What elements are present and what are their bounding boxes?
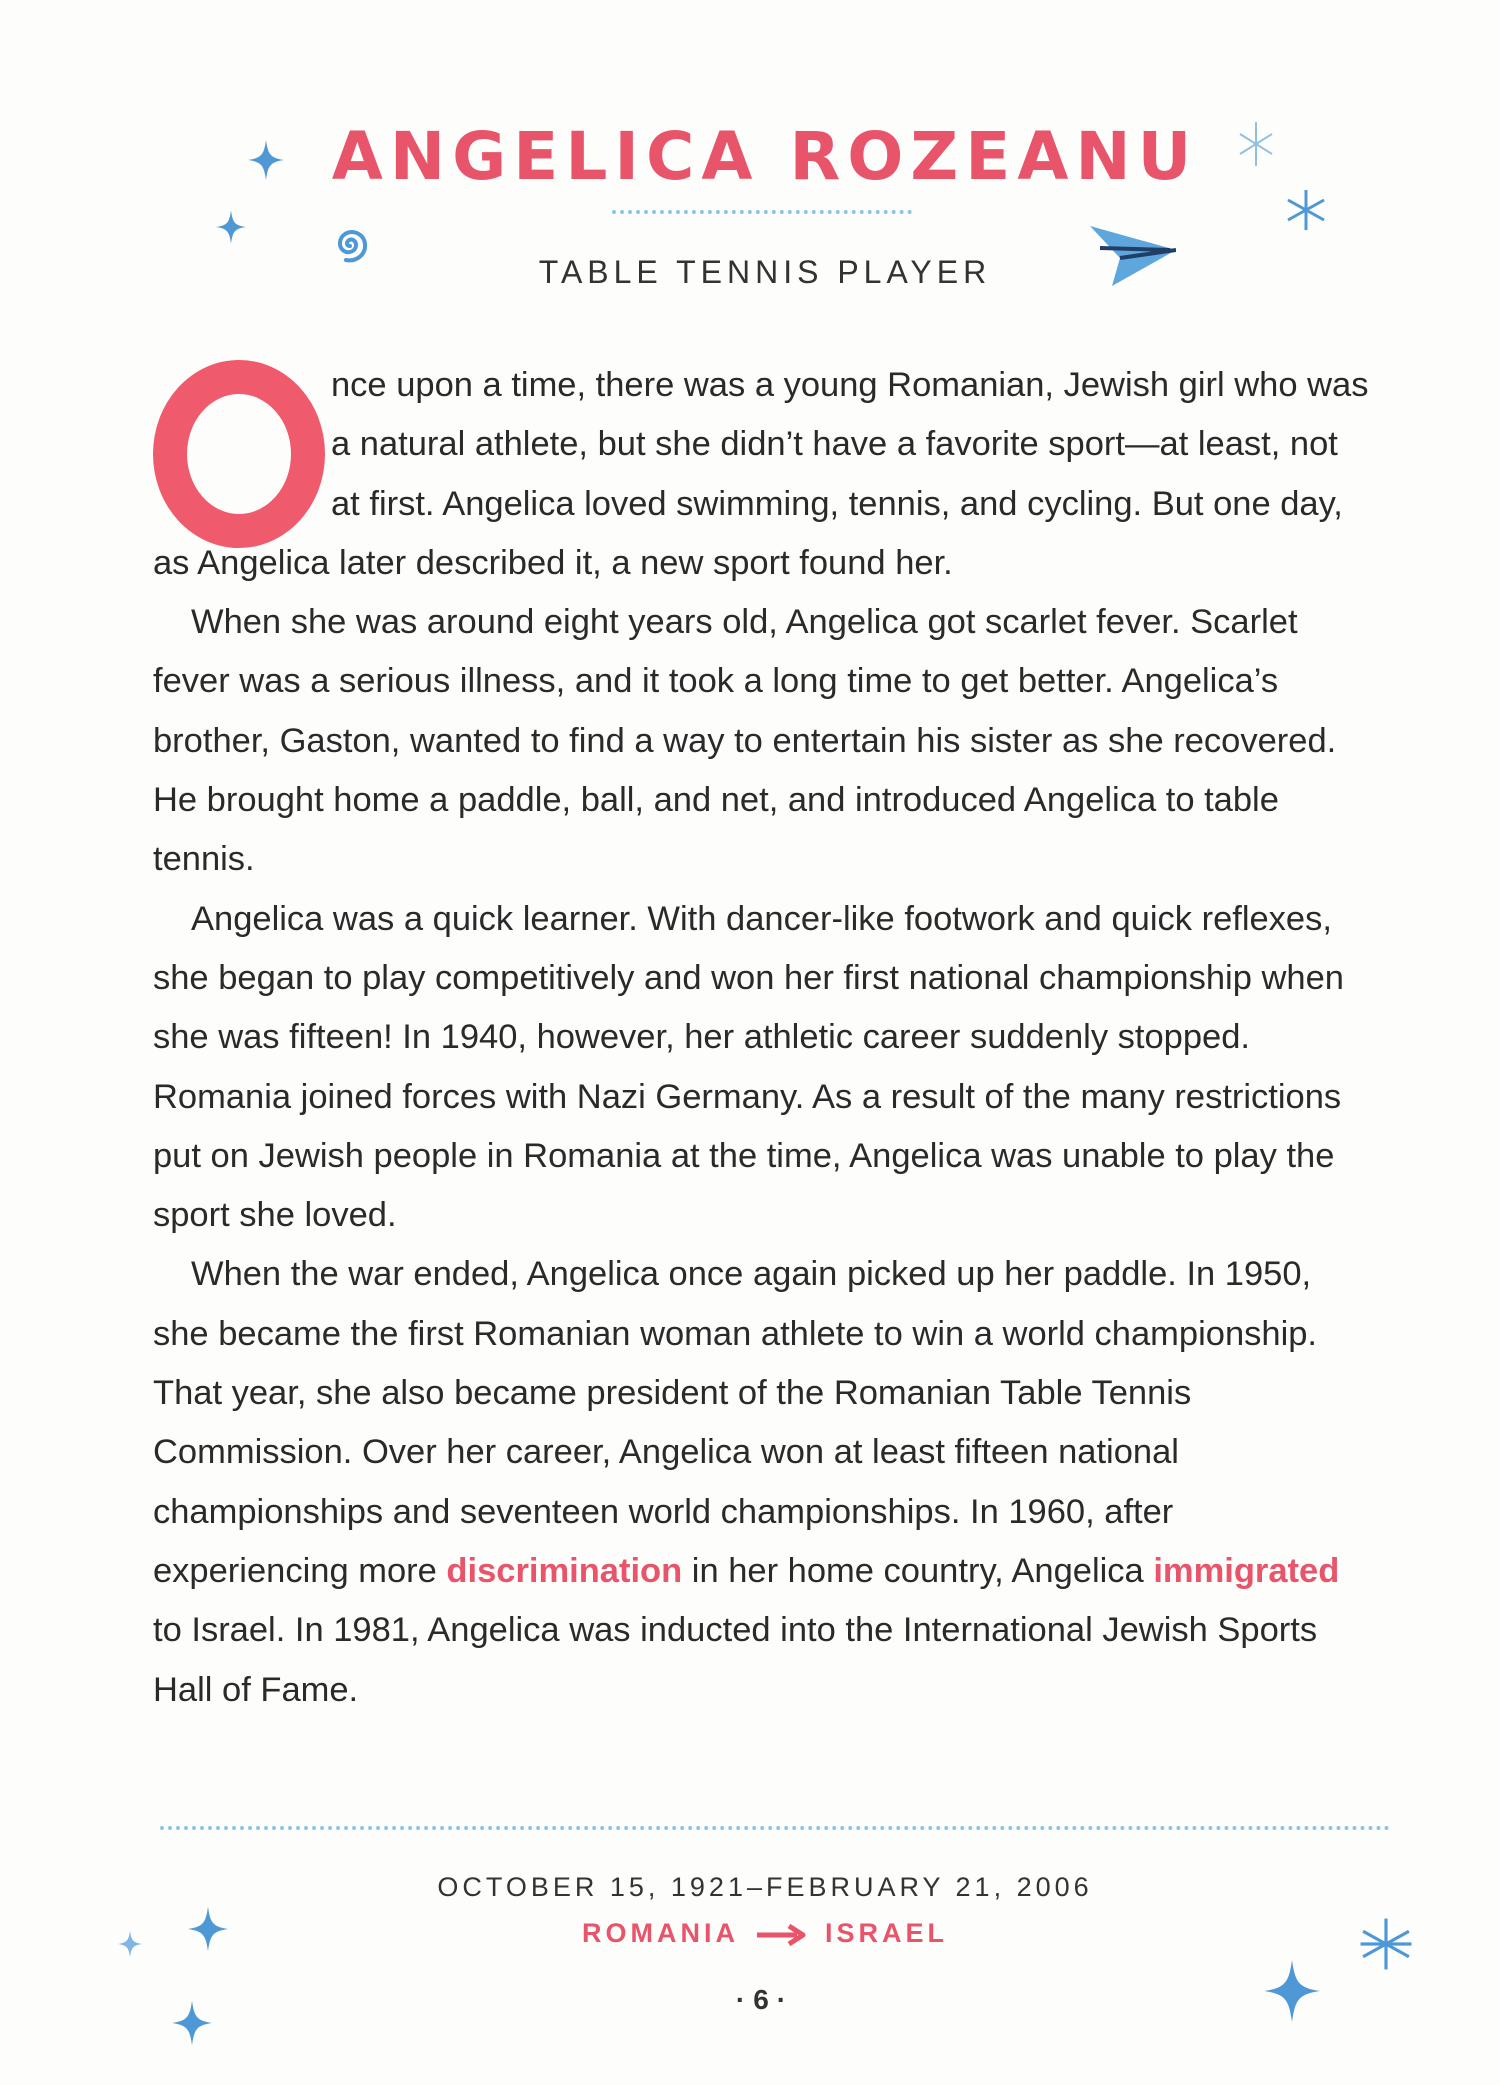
paragraph: When she was around eight years old, Angelica got scarlet fever. Scarlet fever was a serious illness, and it took a long time to get better. Angelica’s brother, Gaston, wanted to find a way to entertain his sister as she recovered. He brought home a paddle, ball, and net, and introduced Angelica to table tennis. bbox=[153, 603, 1337, 879]
origin-country: ROMANIA bbox=[581, 1918, 738, 1948]
sparkle-icon bbox=[172, 2000, 212, 2046]
sparkle-icon bbox=[188, 1906, 228, 1952]
life-dates: OCTOBER 15, 1921–FEBRUARY 21, 2006 bbox=[437, 1872, 1093, 1902]
glossary-term: immigrated bbox=[1153, 1551, 1340, 1590]
destination-country: ISRAEL bbox=[825, 1918, 949, 1948]
paragraph: When the war ended, Angelica once again picked up her paddle. In 1950, she became the first Romanian woman athlete to win a world championship. That year, she also became president of the Romanian Table Tennis Commission. Over her career, Angelica won at least fifteen national championships and seventeen world championships. In 1960, after experiencing more discrimination in her home country, Angelica immigrated to Israel. In 1981, Angelica was inducted into the International Jewish Sports Hall of Fame. bbox=[153, 1255, 1340, 1709]
paragraph bbox=[153, 356, 1375, 593]
paragraph-text: nce upon a time, there was a young Romanian, Jewish girl who was a natural athlete, but she didn’t have a favorite sport—at least, not at first. Angelica loved swimming, tennis, and cycling. But one day, as Angelica later described it, a new sport found her. bbox=[153, 366, 1369, 582]
dropcap bbox=[149, 360, 317, 528]
glossary-term: discrimination bbox=[446, 1551, 683, 1590]
biography-text bbox=[153, 356, 1375, 1720]
paragraph: Angelica was a quick learner. With dancer-like footwork and quick reflexes, she began to play competitively and won her first national championship when she was fifteen! In 1940, however, her athletic career suddenly stopped. Romania joined forces with Nazi Germany. As a result of the many restrictions put on Jewish people in Romania at the time, Angelica was unable to play the sport she loved. bbox=[153, 899, 1344, 1235]
page-number: ·6· bbox=[735, 1984, 795, 2015]
dropcap-o-shape bbox=[153, 360, 325, 548]
sparkle-icon bbox=[118, 1930, 142, 1958]
page-subtitle: TABLE TENNIS PLAYER bbox=[538, 254, 992, 290]
sparkle-icon bbox=[1264, 1960, 1320, 2022]
page-title: ANGELICA ROZEANU bbox=[331, 118, 1199, 195]
arrow-right-icon bbox=[755, 1923, 807, 1947]
dotted-divider bbox=[612, 210, 912, 214]
sparkle-icon bbox=[216, 210, 246, 244]
snowflake-icon bbox=[1358, 1916, 1414, 1972]
dotted-divider bbox=[160, 1826, 1390, 1830]
